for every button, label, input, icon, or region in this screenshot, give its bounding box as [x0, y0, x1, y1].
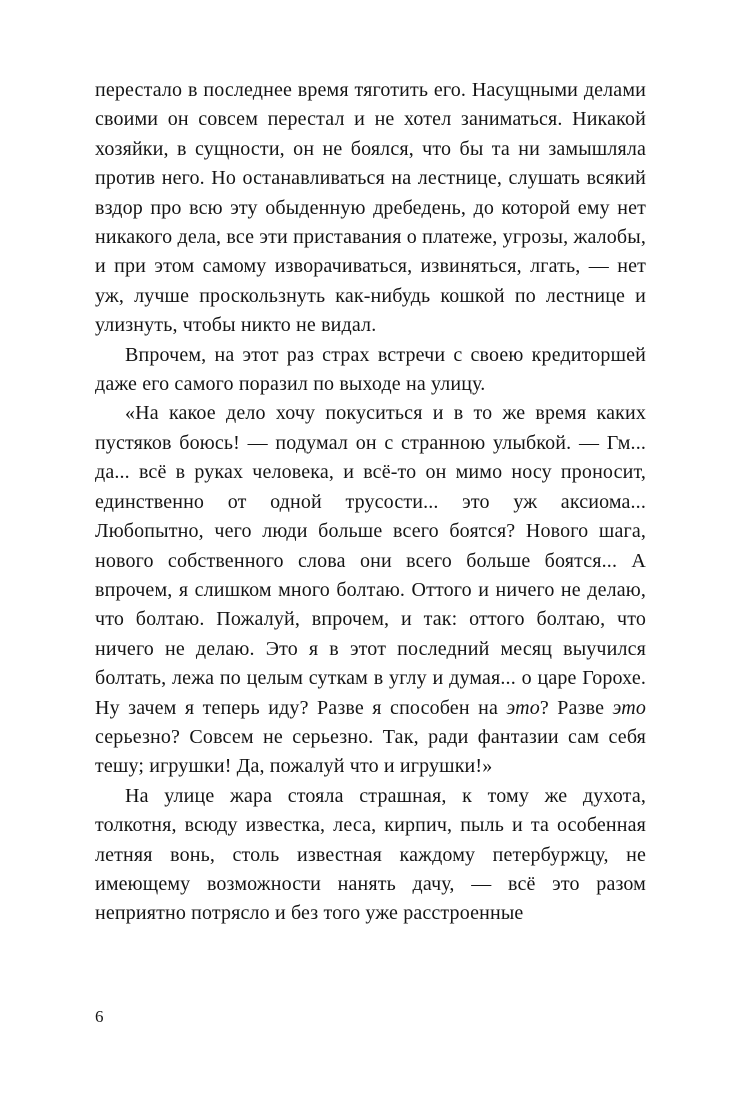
text-block: [95, 76, 646, 929]
paragraph: «На какое дело хочу покуситься и в то же время каких пустяков боюсь! — подумал он с странною улыбкой. — Гм... да... всё в руках человека, и всё-то он мимо носу проносит, единственно от одной трусости... это уж аксиома... Любопытно, чего люди больше всего боятся? Нового шага, нового собственного слова они всего больше боятся... А впрочем, я слишком много болтаю. Оттого и ничего не делаю, что болтаю. Пожалуй, впрочем, и так: оттого болтаю, что ничего не делаю. Это я в этот последний месяц выучился болтать, лежа по целым суткам в углу и думая... о царе Горохе. Ну зачем я теперь иду? Разве я способен на это? Разве это серьезно? Совсем не серьезно. Так, ради фантазии сам себя тешу; игрушки! Да, пожалуй что и игрушки!»: [95, 402, 646, 778]
page-number: 6: [95, 1007, 104, 1026]
paragraph: На улице жара стояла страшная, к тому же духота, толкотня, всюду известка, леса, кирпич, пыль и та особенная летняя вонь, столь известная каждому петербуржцу, не имеющему возможности нанять дачу, — всё это разом неприятно потрясло и без того уже расстроенные: [95, 784, 646, 925]
paragraph: перестало в последнее время тяготить его. Насущными делами своими он совсем перестал и не хотел заниматься. Никакой хозяйки, в сущности, он не боялся, что бы та ни замышляла против него. Но останавливаться на лестнице, слушать всякий вздор про всю эту обыденную дребедень, до которой ему нет никакого дела, все эти приставания о платеже, угрозы, жалобы, и при этом самому изворачиваться, извиняться, лгать, — нет уж, лучше проскользнуть как-нибудь кошкой по лестнице и улизнуть, чтобы никто не видал.: [95, 79, 646, 337]
paragraph: Впрочем, на этот раз страх встречи с своею кредиторшей даже его самого поразил по выходе на улицу.: [95, 343, 646, 396]
